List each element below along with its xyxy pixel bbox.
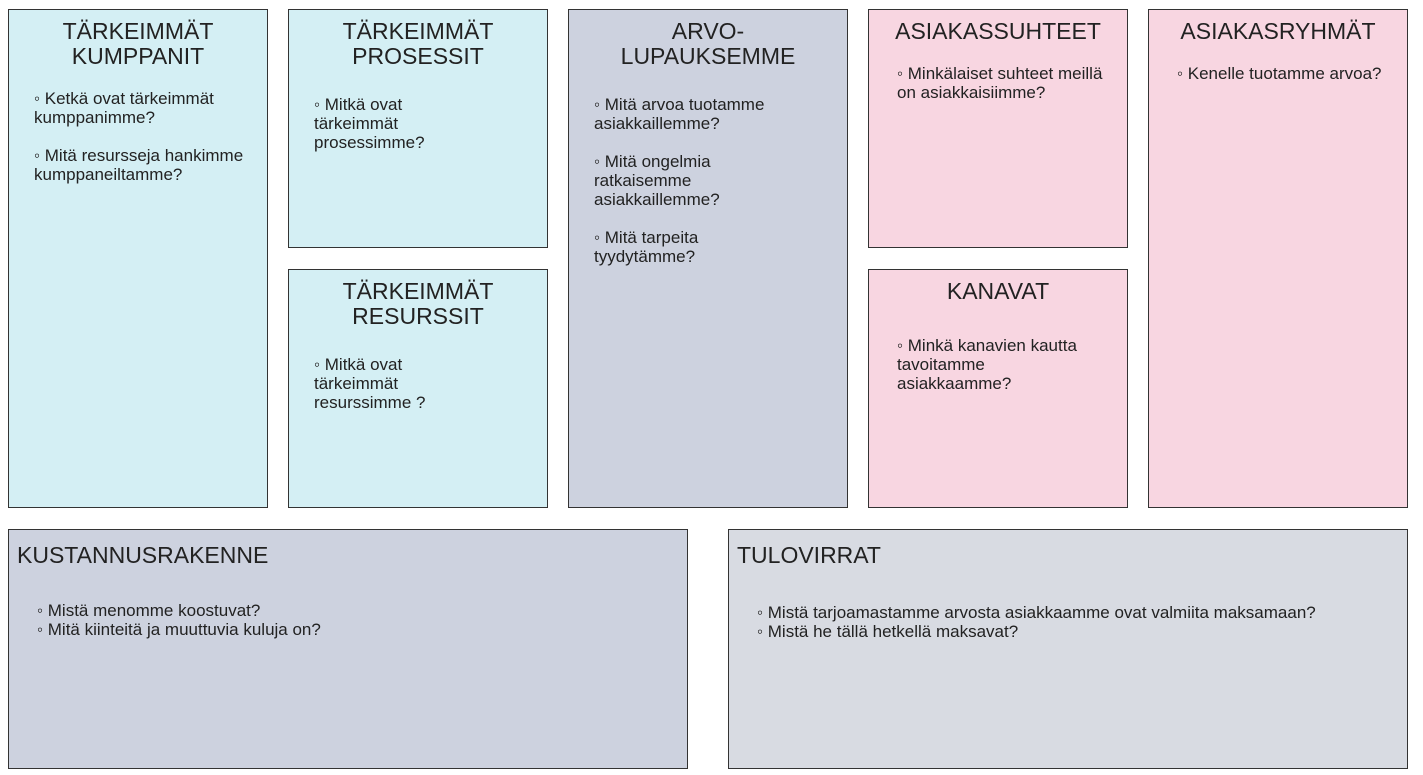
key-resources-block xyxy=(288,269,548,508)
list-item: ◦ Mistä menomme koostuvat? xyxy=(37,601,667,620)
channels-block xyxy=(868,269,1128,508)
value-proposition-block xyxy=(568,9,848,508)
customer-relationships-list xyxy=(897,64,1112,102)
key-partners-block xyxy=(8,9,268,508)
list-item: ◦ Ketkä ovat tärkeimmät kumppanimme? xyxy=(34,89,249,127)
cost-structure-block xyxy=(8,529,688,769)
customer-relationships-title: ASIAKASSUHTEET xyxy=(895,18,1101,44)
cost-structure-list xyxy=(37,601,667,639)
list-item: ◦ Mitä arvoa tuotamme asiakkaillemme? xyxy=(594,95,777,133)
revenue-streams-title: TULOVIRRAT xyxy=(737,542,881,568)
list-item: ◦ Minkä kanavien kautta tavoitamme asiakkaamme? xyxy=(897,336,1097,393)
key-processes-title: TÄRKEIMMÄT PROSESSIT xyxy=(342,18,494,69)
customer-relationships-block xyxy=(868,9,1128,248)
list-item: ◦ Mitä ongelmia ratkaisemme asiakkaillemme? xyxy=(594,152,777,209)
customer-segments-title: ASIAKASRYHMÄT xyxy=(1180,18,1376,44)
value-proposition-title: ARVO- LUPAUKSEMME xyxy=(620,18,796,69)
list-item: ◦ Mitkä ovat tärkeimmät resurssimme ? xyxy=(314,355,487,412)
key-partners-title: TÄRKEIMMÄT KUMPPANIT xyxy=(62,18,214,69)
channels-list xyxy=(897,336,1097,393)
revenue-streams-list xyxy=(757,603,1367,641)
key-resources-list xyxy=(314,355,487,412)
revenue-streams-block xyxy=(728,529,1408,769)
list-item: ◦ Mistä tarjoamastamme arvosta asiakkaamme ovat valmiita maksamaan? xyxy=(757,603,1367,622)
key-processes-block xyxy=(288,9,548,248)
key-resources-title: TÄRKEIMMÄT RESURSSIT xyxy=(342,278,494,329)
list-item: ◦ Kenelle tuotamme arvoa? xyxy=(1177,64,1382,83)
key-partners-list xyxy=(34,89,249,184)
list-item: ◦ Minkälaiset suhteet meillä on asiakkaisiimme? xyxy=(897,64,1112,102)
customer-segments-block xyxy=(1148,9,1408,508)
list-item: ◦ Mitkä ovat tärkeimmät prosessimme? xyxy=(314,95,487,152)
cost-structure-title: KUSTANNUSRAKENNE xyxy=(17,542,269,568)
list-item: ◦ Mistä he tällä hetkellä maksavat? xyxy=(757,622,1367,641)
key-processes-list xyxy=(314,95,487,152)
value-proposition-list xyxy=(594,95,777,266)
list-item: ◦ Mitä kiinteitä ja muuttuvia kuluja on? xyxy=(37,620,667,639)
list-item: ◦ Mitä tarpeita tyydytämme? xyxy=(594,228,777,266)
channels-title: KANAVAT xyxy=(946,278,1050,304)
customer-segments-list xyxy=(1177,64,1382,83)
list-item: ◦ Mitä resursseja hankimme kumppaneiltamme? xyxy=(34,146,249,184)
